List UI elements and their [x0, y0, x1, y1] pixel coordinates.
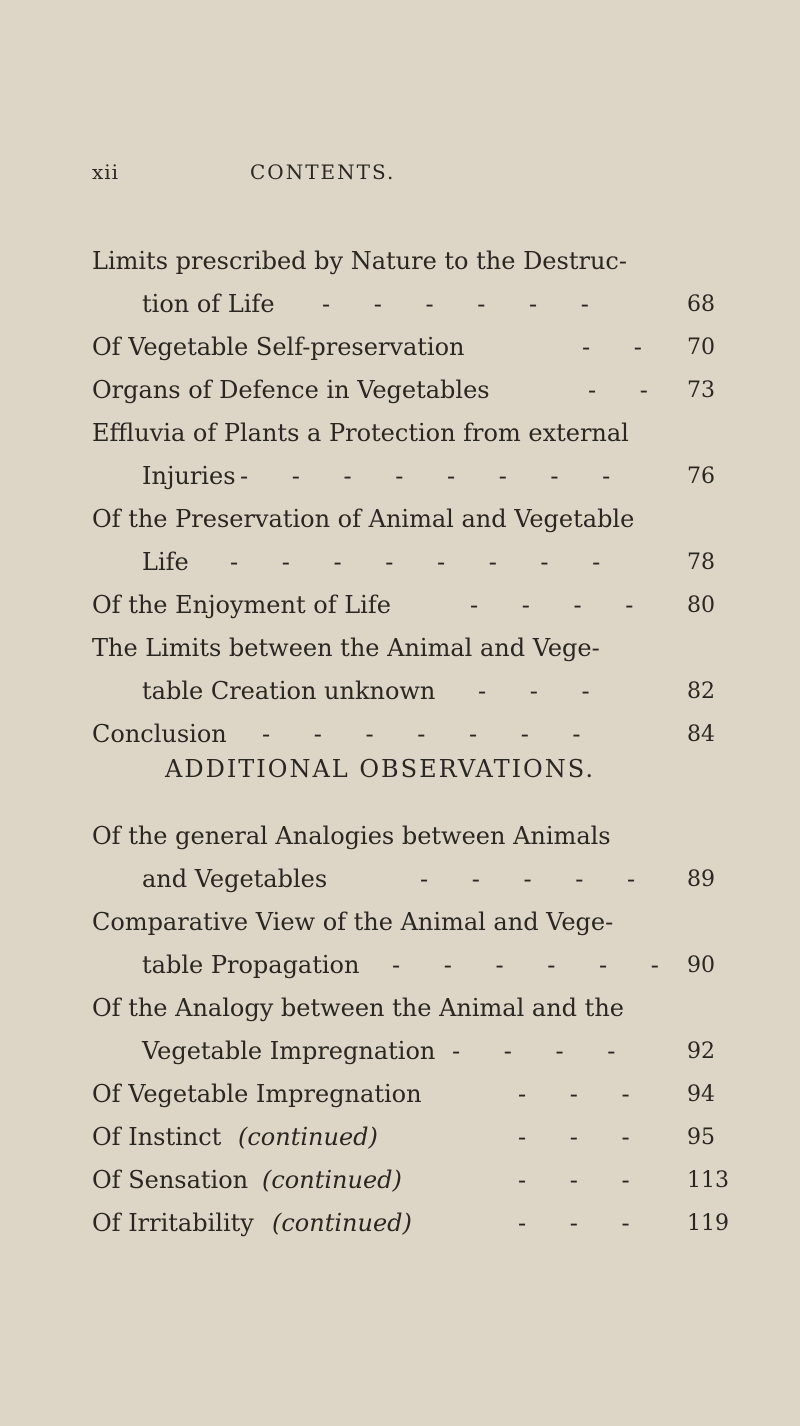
leader-dots: - - - - - — [420, 865, 654, 893]
leader-dots: - - - - - - — [322, 290, 607, 318]
entry-title-continued: tion of Life — [142, 290, 275, 318]
entry-title: Of Instinct — [92, 1123, 222, 1151]
section-heading: ADDITIONAL OBSERVATIONS. — [165, 755, 595, 783]
page-number: 82 — [687, 679, 715, 704]
entry-title: Effluvia of Plants a Protection from external — [92, 419, 629, 447]
leader-dots: - - - — [478, 677, 608, 705]
page-number: 78 — [687, 550, 715, 575]
leader-dots: - - - - - - - - — [230, 548, 619, 576]
page-number: 80 — [687, 593, 715, 618]
page-number: 92 — [687, 1039, 715, 1064]
page-number: 94 — [687, 1082, 715, 1107]
entry-title-continued: and Vegetables — [142, 865, 328, 893]
entry-title-continued: Injuries — [142, 462, 236, 490]
page-number: 76 — [687, 464, 715, 489]
entry-title: Conclusion — [92, 720, 227, 748]
leader-dots: - - - - — [470, 591, 652, 619]
entry-title: Of the general Analogies between Animals — [92, 822, 611, 850]
entry-title-continued: Vegetable Impregnation — [142, 1037, 436, 1065]
entry-title: Limits prescribed by Nature to the Destruc- — [92, 247, 627, 275]
page-number: 84 — [687, 722, 715, 747]
entry-note: (continued) — [272, 1209, 412, 1237]
running-title: CONTENTS. — [250, 160, 396, 184]
page-number: 68 — [687, 292, 715, 317]
entry-title-continued: table Propagation — [142, 951, 360, 979]
page-number: 119 — [687, 1211, 729, 1236]
entry-note: (continued) — [238, 1123, 378, 1151]
leader-dots: - - — [582, 333, 660, 361]
leader-dots: - - - — [518, 1166, 648, 1194]
leader-dots: - - - - - - - - — [240, 462, 629, 490]
leader-dots: - - - — [518, 1123, 648, 1151]
entry-title: Of Vegetable Self-preservation — [92, 333, 465, 361]
entry-title: Of the Preservation of Animal and Vegetable — [92, 505, 635, 533]
entry-title-continued: Life — [142, 548, 189, 576]
page-folio: xii — [92, 160, 120, 184]
entry-title: Of Irritability — [92, 1209, 254, 1237]
entry-title: Of Vegetable Impregnation — [92, 1080, 422, 1108]
leader-dots: - - - — [518, 1209, 648, 1237]
page-number: 89 — [687, 867, 715, 892]
entry-title: Comparative View of the Animal and Vege- — [92, 908, 614, 936]
entry-title: Organs of Defence in Vegetables — [92, 376, 490, 404]
leader-dots: - - - - - - - — [262, 720, 599, 748]
leader-dots: - - - - - - — [392, 951, 677, 979]
entry-title: Of Sensation — [92, 1166, 249, 1194]
entry-note: (continued) — [262, 1166, 402, 1194]
leader-dots: - - — [588, 376, 666, 404]
page-number: 70 — [687, 335, 715, 360]
page-number: 95 — [687, 1125, 715, 1150]
leader-dots: - - - - — [452, 1037, 634, 1065]
entry-title: Of the Enjoyment of Life — [92, 591, 391, 619]
page-number: 90 — [687, 953, 715, 978]
entry-title-continued: table Creation unknown — [142, 677, 436, 705]
leader-dots: - - - — [518, 1080, 648, 1108]
entry-title: Of the Analogy between the Animal and the — [92, 994, 624, 1022]
page-number: 113 — [687, 1168, 729, 1193]
entry-title: The Limits between the Animal and Vege- — [92, 634, 600, 662]
page-number: 73 — [687, 378, 715, 403]
